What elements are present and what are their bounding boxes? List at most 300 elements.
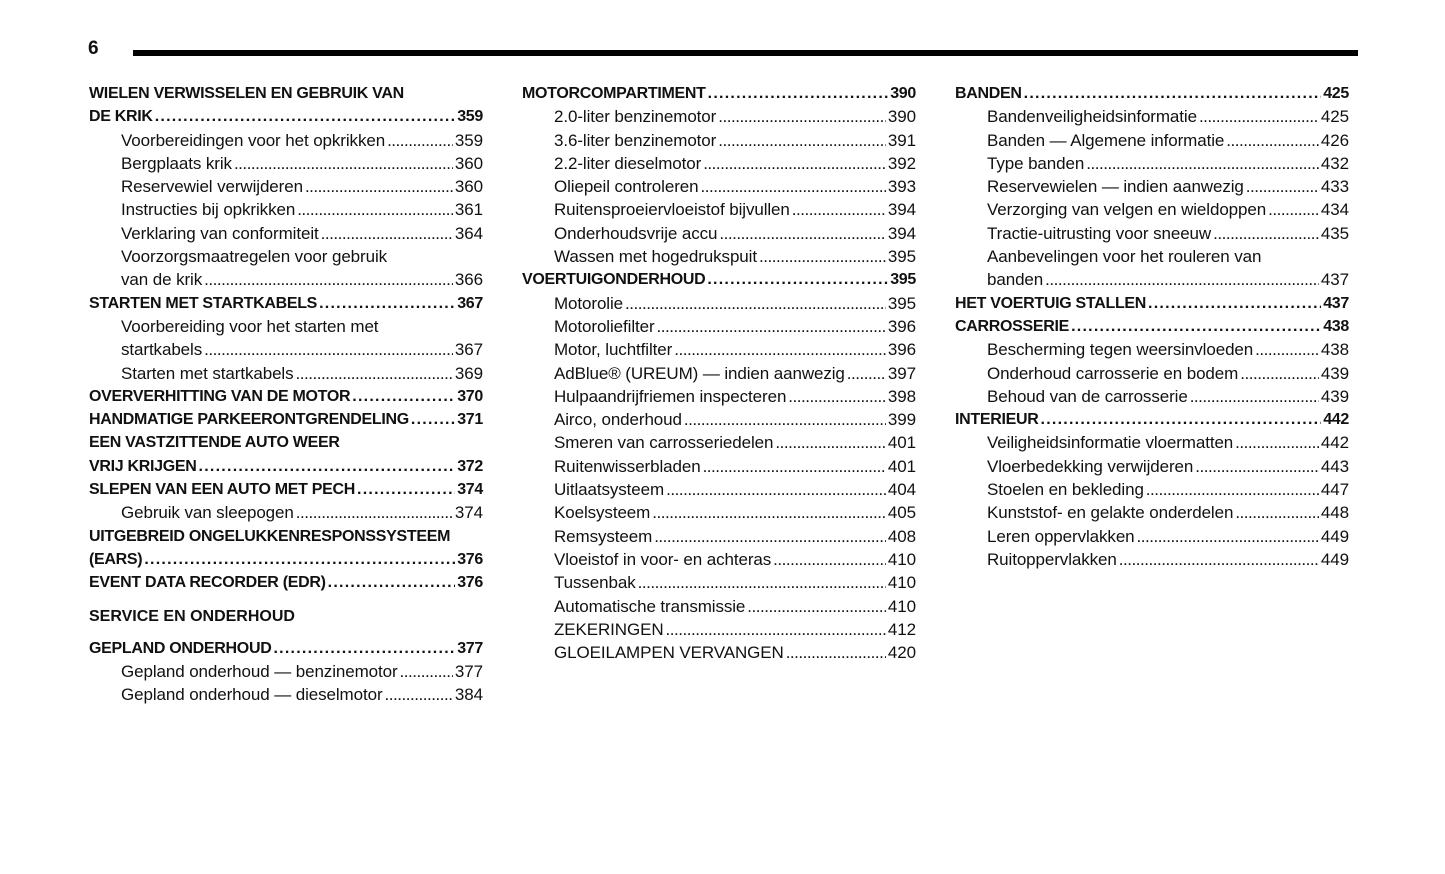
toc-entry[interactable] [522, 595, 916, 618]
toc-entry[interactable] [522, 105, 916, 128]
toc-entry-line [522, 198, 916, 221]
toc-entry-line [89, 660, 483, 683]
dot-leader [1246, 175, 1319, 198]
toc-entry[interactable] [522, 362, 916, 385]
toc-entry[interactable] [955, 292, 1349, 315]
entry-page-number[interactable]: 377 [454, 661, 483, 681]
section-heading: SERVICE EN ONDERHOUD [89, 607, 295, 625]
dot-leader [204, 338, 453, 361]
entry-page-number[interactable]: 449 [1320, 549, 1349, 569]
toc-entry-line [89, 501, 483, 524]
toc-entry-line [955, 431, 1349, 454]
dot-leader [625, 292, 886, 315]
toc-entry[interactable] [955, 152, 1349, 175]
toc-entry-line [522, 245, 916, 268]
toc-entry[interactable] [89, 683, 483, 706]
dot-leader [1240, 362, 1319, 385]
toc-entry[interactable] [522, 501, 916, 524]
toc-entry-line [522, 641, 916, 664]
toc-entry-line [955, 455, 1349, 478]
toc-entry-line [522, 315, 916, 338]
toc-entry-line [522, 618, 916, 641]
entry-page-number[interactable]: 443 [1320, 456, 1349, 476]
dot-leader [759, 245, 886, 268]
dot-leader [1195, 455, 1319, 478]
toc-entry-line [522, 571, 916, 594]
entry-page-number[interactable]: 401 [887, 433, 916, 453]
dot-leader [654, 525, 886, 548]
toc-column-3 [955, 82, 1349, 571]
toc-entry[interactable] [89, 431, 483, 478]
dot-leader [773, 548, 886, 571]
entry-title-start: EEN VASTZITTENDE AUTO WEER [89, 434, 340, 452]
entry-page-number[interactable]: 448 [1320, 503, 1349, 523]
dot-leader [1235, 501, 1319, 524]
dot-leader [400, 660, 453, 683]
entry-title: Verklaring van conformiteit [121, 223, 319, 243]
toc-entry[interactable] [89, 292, 483, 315]
entry-title: Oliepeil controleren [554, 177, 699, 197]
entry-page-number[interactable]: 367 [457, 294, 483, 312]
entry-page-number[interactable]: 394 [887, 200, 916, 220]
entry-page-number[interactable]: 397 [887, 363, 916, 383]
entry-title: 2.0-liter benzinemotor [554, 107, 717, 127]
dot-leader [847, 362, 886, 385]
toc-entry[interactable] [522, 408, 916, 431]
entry-page-number[interactable]: 437 [1320, 270, 1349, 290]
toc-entry-line [522, 548, 916, 571]
dot-leader [788, 385, 886, 408]
entry-title-start: WIELEN VERWISSELEN EN GEBRUIK VAN [89, 85, 404, 102]
toc-entry[interactable] [955, 105, 1349, 128]
entry-title: Reservewielen — indien aanwezig [987, 177, 1244, 197]
entry-title: HANDMATIGE PARKEERONTGRENDELING [89, 411, 409, 429]
entry-title: Starten met startkabels [121, 363, 294, 383]
toc-entry-title-line1 [89, 82, 483, 105]
entry-page-number[interactable]: 447 [1320, 480, 1349, 500]
dot-leader [297, 198, 453, 221]
toc-entry[interactable] [89, 408, 483, 431]
page-number: 6 [88, 38, 99, 59]
dot-leader [652, 501, 886, 524]
toc-entry-line [522, 525, 916, 548]
entry-page-number[interactable]: 393 [887, 177, 916, 197]
toc-entry-line [89, 292, 483, 315]
dot-leader [387, 129, 453, 152]
toc-entry[interactable] [522, 198, 916, 221]
entry-page-number[interactable]: 410 [887, 596, 916, 616]
entry-page-number[interactable]: 433 [1320, 177, 1349, 197]
entry-title: GEPLAND ONDERHOUD [89, 639, 272, 657]
dot-leader [718, 129, 886, 152]
dot-leader [786, 641, 886, 664]
entry-page-number[interactable]: 361 [454, 200, 483, 220]
entry-page-number[interactable]: 408 [887, 526, 916, 546]
entry-title: Vloeistof in voor- en achteras [554, 549, 772, 569]
dot-leader [666, 478, 886, 501]
entry-page-number[interactable]: 360 [454, 177, 483, 197]
entry-page-number[interactable]: 374 [457, 481, 483, 499]
dot-leader [775, 431, 886, 454]
toc-entry[interactable] [89, 525, 483, 572]
toc-entry-line [89, 571, 483, 594]
toc-entry[interactable] [522, 478, 916, 501]
entry-title: SLEPEN VAN EEN AUTO MET PECH [89, 481, 356, 499]
entry-title: Veiligheidsinformatie vloermatten [987, 433, 1234, 453]
entry-page-number[interactable]: 364 [454, 223, 483, 243]
toc-entry-line [955, 222, 1349, 245]
dot-leader [319, 292, 455, 315]
entry-page-number[interactable]: 404 [887, 480, 916, 500]
toc-entry-line [522, 105, 916, 128]
entry-page-number[interactable]: 394 [887, 223, 916, 243]
toc-entry-line [955, 548, 1349, 571]
dot-leader [792, 198, 886, 221]
toc-entry[interactable] [955, 338, 1349, 361]
toc-entry-line [522, 362, 916, 385]
toc-entry-line [89, 175, 483, 198]
dot-leader [234, 152, 453, 175]
entry-title: Motorolie [554, 293, 624, 313]
entry-title: Verzorging van velgen en wieldoppen [987, 200, 1267, 220]
toc-entry-line [955, 152, 1349, 175]
toc-entry[interactable] [522, 618, 916, 641]
toc-entry-line [955, 338, 1349, 361]
dot-leader [352, 385, 455, 408]
dot-leader [657, 315, 886, 338]
toc-entry-line [522, 455, 916, 478]
toc-entry[interactable] [955, 175, 1349, 198]
toc-entry[interactable] [522, 245, 916, 268]
toc-entry[interactable] [89, 501, 483, 524]
entry-title: Uitlaatsysteem [554, 480, 665, 500]
toc-entry-line [522, 385, 916, 408]
toc-entry[interactable] [955, 245, 1349, 292]
toc-entry-line [89, 338, 483, 361]
entry-page-number[interactable]: 439 [1320, 363, 1349, 383]
dot-leader [1146, 478, 1319, 501]
entry-title: 3.6-liter benzinemotor [554, 130, 717, 150]
entry-page-number[interactable]: 391 [887, 130, 916, 150]
toc-entry-line [89, 362, 483, 385]
entry-title: VRIJ KRIJGEN [89, 457, 197, 475]
toc-entry[interactable] [955, 455, 1349, 478]
entry-page-number[interactable]: 377 [457, 639, 483, 657]
toc-entry[interactable] [522, 315, 916, 338]
entry-title: Ruitensproeiervloeistof bijvullen [554, 200, 790, 220]
dot-leader [666, 618, 886, 641]
toc-entry-line [955, 105, 1349, 128]
entry-page-number[interactable]: 367 [454, 340, 483, 360]
entry-title: Ruitoppervlakken [987, 549, 1117, 569]
entry-page-number[interactable]: 420 [887, 643, 916, 663]
entry-page-number[interactable]: 410 [887, 549, 916, 569]
entry-page-number[interactable]: 384 [454, 685, 483, 705]
entry-page-number[interactable]: 442 [1320, 433, 1349, 453]
entry-page-number[interactable]: 372 [457, 457, 483, 475]
entry-title: Bescherming tegen weersinvloeden [987, 340, 1254, 360]
toc-entry[interactable] [955, 315, 1349, 338]
toc-entry[interactable] [955, 525, 1349, 548]
entry-title: Gepland onderhoud — dieselmotor [121, 685, 383, 705]
toc-entry-line [89, 222, 483, 245]
entry-title: Airco, onderhoud [554, 410, 682, 430]
dot-leader [1086, 152, 1319, 175]
dot-leader [1045, 268, 1319, 291]
toc-entry-line [955, 385, 1349, 408]
entry-page-number[interactable]: 359 [457, 108, 483, 126]
entry-title: Motor, luchtfilter [554, 340, 673, 360]
entry-page-number[interactable]: 410 [887, 573, 916, 593]
toc-entry-line [89, 408, 483, 431]
dot-leader [700, 175, 885, 198]
entry-page-number[interactable]: 359 [454, 130, 483, 150]
entry-title: Automatische transmissie [554, 596, 746, 616]
entry-page-number[interactable]: 425 [1320, 107, 1349, 127]
dot-leader [684, 408, 886, 431]
dot-leader [1137, 525, 1319, 548]
toc-column-1 [89, 82, 483, 706]
toc-entry[interactable] [89, 152, 483, 175]
entry-title: VOERTUIGONDERHOUD [522, 271, 706, 289]
entry-title: MOTORCOMPARTIMENT [522, 85, 706, 102]
toc-entry[interactable] [955, 548, 1349, 571]
toc-entry[interactable] [522, 292, 916, 315]
dot-leader [1190, 385, 1319, 408]
entry-title-start: UITGEBREID ONGELUKKENRESPONSSYSTEEM [89, 527, 451, 545]
entry-title: Behoud van de carrosserie [987, 386, 1188, 406]
dot-leader [1071, 315, 1321, 338]
toc-entry-line [955, 478, 1349, 501]
toc-entry-line [522, 82, 916, 105]
dot-leader [1148, 292, 1321, 315]
entry-page-number[interactable]: 405 [887, 503, 916, 523]
dot-leader [1213, 222, 1319, 245]
dot-leader [638, 571, 886, 594]
toc-entry-line [955, 198, 1349, 221]
entry-page-number[interactable]: 399 [887, 410, 916, 430]
dot-leader [703, 455, 886, 478]
toc-entry[interactable] [89, 175, 483, 198]
toc-entry[interactable] [955, 478, 1349, 501]
entry-page-number[interactable]: 369 [454, 363, 483, 383]
toc-entry[interactable] [955, 198, 1349, 221]
entry-page-number[interactable]: 396 [887, 340, 916, 360]
toc-entry-line [522, 595, 916, 618]
toc-entry-line [89, 478, 483, 501]
dot-leader [357, 478, 455, 501]
toc-entry[interactable] [89, 571, 483, 594]
entry-title: Onderhoudsvrije accu [554, 223, 718, 243]
dot-leader [1235, 431, 1319, 454]
toc-entry[interactable] [955, 129, 1349, 152]
toc-entry-line [522, 175, 916, 198]
entry-page-number[interactable]: 442 [1323, 411, 1349, 429]
dot-leader [328, 571, 456, 594]
dot-leader [1119, 548, 1319, 571]
toc-entry[interactable] [522, 525, 916, 548]
entry-page-number[interactable]: 366 [454, 270, 483, 290]
dot-leader [1268, 198, 1319, 221]
entry-title: Onderhoud carrosserie en bodem [987, 363, 1239, 383]
entry-title: Type banden [987, 153, 1085, 173]
entry-title: Smeren van carrosseriedelen [554, 433, 774, 453]
entry-title: Banden — Algemene informatie [987, 130, 1225, 150]
entry-page-number[interactable]: 401 [887, 456, 916, 476]
entry-title: Wassen met hogedrukspuit [554, 247, 757, 267]
entry-page-number[interactable]: 412 [887, 619, 916, 639]
entry-title: BANDEN [955, 85, 1022, 102]
toc-entry-line [89, 385, 483, 408]
toc-entry[interactable] [955, 408, 1349, 431]
toc-entry-title-line1 [89, 431, 483, 454]
toc-entry-line [522, 222, 916, 245]
entry-page-number[interactable]: 390 [887, 107, 916, 127]
toc-entry-line [955, 501, 1349, 524]
toc-entry[interactable] [522, 548, 916, 571]
dot-leader [296, 362, 453, 385]
toc-entry[interactable] [522, 641, 916, 664]
entry-title-start: Voorbereiding voor het starten met [121, 316, 379, 336]
toc-entry[interactable] [522, 338, 916, 361]
entry-page-number[interactable]: 376 [457, 550, 483, 568]
toc-entry[interactable] [955, 501, 1349, 524]
toc-entry[interactable] [955, 431, 1349, 454]
entry-page-number[interactable]: 395 [890, 271, 916, 289]
toc-column-2 [522, 82, 916, 664]
entry-title: Vloerbedekking verwijderen [987, 456, 1194, 476]
toc-entry-line [89, 152, 483, 175]
entry-title: HET VOERTUIG STALLEN [955, 294, 1147, 312]
toc-entry[interactable] [89, 222, 483, 245]
entry-title: (EARS) [89, 550, 143, 568]
toc-entry[interactable] [522, 431, 916, 454]
toc-entry[interactable] [522, 571, 916, 594]
toc-entry-line [89, 105, 483, 128]
toc-entry[interactable] [89, 315, 483, 362]
toc-entry[interactable] [89, 82, 483, 129]
entry-page-number[interactable]: 390 [890, 85, 916, 102]
toc-entry[interactable] [522, 175, 916, 198]
toc-entry[interactable] [955, 82, 1349, 105]
entry-title: GLOEILAMPEN VERVANGEN [554, 643, 784, 663]
toc-entry-line [955, 408, 1349, 431]
toc-entry-line [955, 315, 1349, 338]
toc-entry[interactable] [522, 129, 916, 152]
entry-title: Gepland onderhoud — benzinemotor [121, 661, 398, 681]
toc-entry-line [89, 455, 483, 478]
entry-title: Leren oppervlakken [987, 526, 1135, 546]
entry-page-number[interactable]: 395 [887, 293, 916, 313]
entry-page-number[interactable]: 449 [1320, 526, 1349, 546]
toc-entry[interactable] [89, 198, 483, 221]
entry-title: Hulpaandrijfriemen inspecteren [554, 386, 787, 406]
dot-leader [1255, 338, 1319, 361]
entry-page-number[interactable]: 392 [887, 153, 916, 173]
toc-entry-line [522, 268, 916, 291]
toc-entry[interactable] [955, 385, 1349, 408]
toc-entry[interactable] [522, 455, 916, 478]
toc-entry[interactable] [89, 637, 483, 660]
toc-entry[interactable] [955, 362, 1349, 385]
toc-entry-line [522, 292, 916, 315]
entry-title: OVERVERHITTING VAN DE MOTOR [89, 387, 351, 405]
entry-page-number[interactable]: 396 [887, 316, 916, 336]
entry-title: Koelsysteem [554, 503, 651, 523]
entry-page-number[interactable]: 425 [1323, 85, 1349, 102]
entry-title: Reservewiel verwijderen [121, 177, 303, 197]
entry-title: Ruitenwisserbladen [554, 456, 701, 476]
dot-leader [1041, 408, 1322, 431]
entry-page-number[interactable]: 376 [457, 574, 483, 592]
toc-entry[interactable] [89, 478, 483, 501]
entry-page-number[interactable]: 439 [1320, 386, 1349, 406]
entry-page-number[interactable]: 398 [887, 386, 916, 406]
toc-entry-line [522, 478, 916, 501]
dot-leader [296, 501, 453, 524]
entry-title: Instructies bij opkrikken [121, 200, 296, 220]
toc-entry-line [955, 82, 1349, 105]
toc-entry[interactable] [522, 222, 916, 245]
entry-page-number[interactable]: 435 [1320, 223, 1349, 243]
toc-entry[interactable] [522, 152, 916, 175]
toc-entry[interactable] [89, 245, 483, 292]
entry-page-number[interactable]: 360 [454, 153, 483, 173]
toc-entry[interactable] [89, 385, 483, 408]
entry-page-number[interactable]: 370 [457, 387, 483, 405]
entry-page-number[interactable]: 434 [1320, 200, 1349, 220]
entry-title: Remsysteem [554, 526, 653, 546]
entry-title: banden [987, 270, 1044, 290]
entry-page-number[interactable]: 432 [1320, 153, 1349, 173]
dot-leader [1024, 82, 1322, 105]
entry-page-number[interactable]: 438 [1320, 340, 1349, 360]
toc-entry-line [89, 268, 483, 291]
toc-entry[interactable] [955, 222, 1349, 245]
dot-leader [204, 268, 453, 291]
toc-entry-title-line1 [955, 245, 1349, 268]
toc-entry-line [522, 338, 916, 361]
entry-title: CARROSSERIE [955, 317, 1070, 335]
toc-entry-line [955, 362, 1349, 385]
toc-entry[interactable] [522, 268, 916, 291]
entry-page-number[interactable]: 437 [1323, 294, 1349, 312]
toc-entry-title-line1 [89, 315, 483, 338]
dot-leader [703, 152, 886, 175]
entry-page-number[interactable]: 395 [887, 247, 916, 267]
entry-title: EVENT DATA RECORDER (EDR) [89, 574, 326, 592]
toc-entry[interactable] [522, 385, 916, 408]
entry-title: startkabels [121, 340, 203, 360]
entry-page-number[interactable]: 438 [1323, 317, 1349, 335]
dot-leader [385, 683, 453, 706]
entry-title: Bergplaats krik [121, 153, 232, 173]
entry-page-number[interactable]: 371 [457, 411, 483, 429]
entry-title: Motoroliefilter [554, 316, 655, 336]
dot-leader [718, 105, 886, 128]
entry-page-number[interactable]: 374 [454, 503, 483, 523]
entry-page-number[interactable]: 426 [1320, 130, 1349, 150]
toc-entry[interactable] [89, 660, 483, 683]
entry-title: Bandenveiligheidsinformatie [987, 107, 1197, 127]
toc-entry-line [522, 152, 916, 175]
toc-entry[interactable] [522, 82, 916, 105]
toc-entry-line [955, 268, 1349, 291]
dot-leader [747, 595, 886, 618]
entry-title-start: Aanbevelingen voor het rouleren van [987, 247, 1262, 267]
toc-entry[interactable] [89, 129, 483, 152]
toc-entry[interactable] [89, 362, 483, 385]
